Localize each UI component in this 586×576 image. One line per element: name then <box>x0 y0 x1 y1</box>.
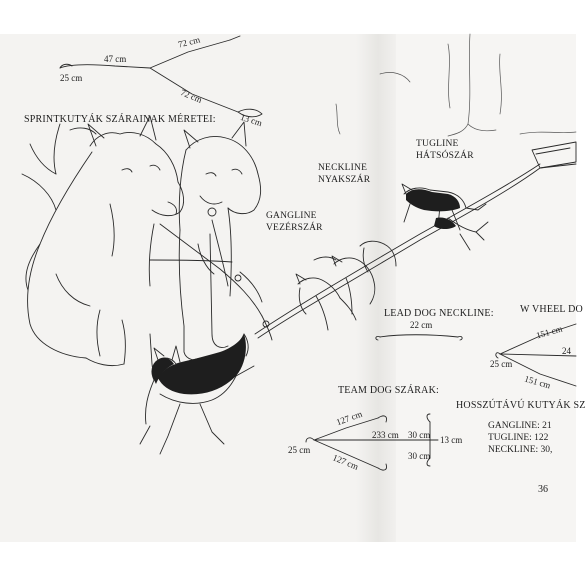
sprint-line-diagram <box>60 36 262 117</box>
team-measure-25: 25 cm <box>288 445 311 455</box>
wheel-measure-151-bottom: 151 cm <box>523 373 552 391</box>
team-measure-30-bottom: 30 cm <box>408 451 431 461</box>
neckline-label-hu: NYAKSZÁR <box>318 175 371 185</box>
page-number: 36 <box>538 484 548 495</box>
lead-neckline-heading: LEAD DOG NECKLINE: <box>384 308 494 319</box>
distance-row-neckline: NECKLINE: 30, <box>488 445 553 455</box>
husky-large-left <box>22 116 184 375</box>
sprint-measure-13: 13 cm <box>239 111 264 129</box>
team-measure-233: 233 cm <box>372 430 399 440</box>
distance-dogs-heading: HOSSZÚTÁVÚ KUTYÁK SZ <box>456 400 586 411</box>
team-measure-127-bottom: 127 cm <box>331 452 360 472</box>
sprint-measure-72-bottom: 72 cm <box>179 87 204 105</box>
gangline-label <box>266 210 323 234</box>
tugline-label <box>416 138 474 162</box>
lead-neckline-measure: 22 cm <box>410 320 433 330</box>
lead-neckline-diagram <box>376 335 462 340</box>
neckline-label <box>318 162 370 186</box>
sled-sketch <box>532 142 576 168</box>
lead-dogs-dark-coat <box>406 189 460 229</box>
neckline-label-en: NECKLINE <box>318 163 368 173</box>
team-measure-13: 13 cm <box>440 435 463 445</box>
book-page-spread <box>0 34 586 542</box>
team-dogs-middle <box>296 241 396 330</box>
sprint-heading: SPRINTKUTYÁK SZÁRAINAK MÉRETEI: <box>24 114 216 125</box>
sprint-measure-72-top: 72 cm <box>176 34 202 50</box>
wheel-measure-24: 24 <box>562 346 571 356</box>
tugline-label-hu: HÁTSÓSZÁR <box>416 151 474 161</box>
line-drawing-illustration <box>0 34 576 542</box>
team-dog-heading: TEAM DOG SZÁRAK: <box>338 385 439 396</box>
gangline-label-en: GANGLINE <box>266 211 317 221</box>
wheel-dog-heading: W VHEEL DO <box>520 304 583 315</box>
wheel-measure-151-top: 151 cm <box>535 323 564 341</box>
wheel-measure-25: 25 cm <box>490 359 513 369</box>
team-measure-30-top: 30 cm <box>408 430 431 440</box>
gangline-label-hu: VEZÉRSZÁR <box>266 223 323 233</box>
team-measure-127-top: 127 cm <box>334 408 364 428</box>
husky-large-right <box>179 122 260 360</box>
distance-row-gangline: GANGLINE: 21 <box>488 421 552 431</box>
tree-sketch <box>336 34 576 136</box>
tugline-label-en: TUGLINE <box>416 139 459 149</box>
team-dog-diagram <box>306 414 438 470</box>
sprint-measure-25: 25 cm <box>60 73 83 83</box>
sprint-measure-47: 47 cm <box>104 54 127 64</box>
distance-dogs-list <box>488 420 552 456</box>
distance-row-tugline: TUGLINE: 122 <box>488 433 549 443</box>
husky-running-dark-coat <box>152 334 246 394</box>
